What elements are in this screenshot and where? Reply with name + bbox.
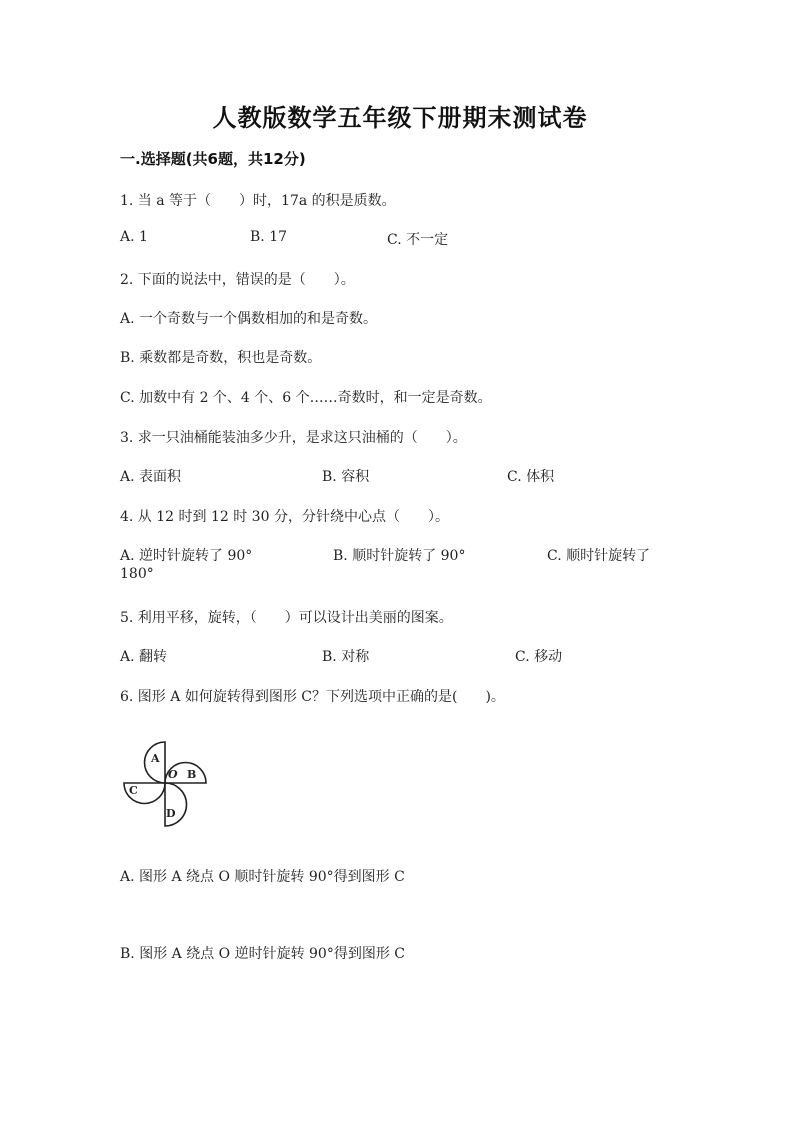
question-5-option-a: A. 翻转 xyxy=(120,649,168,665)
question-5-option-c: C. 移动 xyxy=(515,649,563,665)
question-5-stem: 5. 利用平移，旋转，（ ）可以设计出美丽的图案。 xyxy=(120,610,453,626)
question-2-option-c: C. 加数中有 2 个、4 个、6 个……奇数时，和一定是奇数。 xyxy=(120,390,492,406)
question-6-option-b: B. 图形 A 绕点 O 逆时针旋转 90°得到图形 C xyxy=(120,946,406,962)
question-1-stem: 1. 当 a 等于（ ）时，17a 的积是质数。 xyxy=(120,193,396,209)
question-1-option-c: C. 不一定 xyxy=(387,232,449,248)
page-title: 人教版数学五年级下册期末测试卷 xyxy=(212,104,588,132)
question-4-option-c-continued: 180° xyxy=(120,566,154,582)
question-2-option-b: B. 乘数都是奇数，积也是奇数。 xyxy=(120,350,322,366)
question-5-option-b: B. 对称 xyxy=(322,649,370,665)
label-d: D xyxy=(166,807,176,820)
question-6-option-a: A. 图形 A 绕点 O 顺时针旋转 90°得到图形 C xyxy=(120,869,405,885)
section-heading: 一.选择题(共6题，共12分) xyxy=(120,150,306,168)
question-4-option-c: C. 顺时针旋转了 xyxy=(547,548,651,564)
question-3-stem: 3. 求一只油桶能装油多少升，是求这只油桶的（ ）。 xyxy=(120,430,467,446)
question-1-option-a: A. 1 xyxy=(120,229,148,245)
question-4-option-b: B. 顺时针旋转了 90° xyxy=(333,548,466,564)
question-3-option-a: A. 表面积 xyxy=(120,469,182,485)
question-4-option-a: A. 逆时针旋转了 90° xyxy=(120,548,253,564)
question-2-option-a: A. 一个奇数与一个偶数相加的和是奇数。 xyxy=(120,311,378,327)
rotation-figure xyxy=(120,738,210,834)
label-a: A xyxy=(151,752,160,765)
question-4-stem: 4. 从 12 时到 12 时 30 分，分针绕中心点（ ）。 xyxy=(120,509,449,525)
question-1-option-b: B. 17 xyxy=(250,229,288,245)
question-6-stem: 6. 图形 A 如何旋转得到图形 C？下列选项中正确的是( )。 xyxy=(120,689,505,705)
label-o: O xyxy=(168,768,178,781)
question-3-option-c: C. 体积 xyxy=(507,469,555,485)
label-c: C xyxy=(129,784,138,797)
question-3-option-b: B. 容积 xyxy=(322,469,370,485)
question-2-stem: 2. 下面的说法中，错误的是（ ）。 xyxy=(120,272,355,288)
label-b: B xyxy=(187,768,197,781)
